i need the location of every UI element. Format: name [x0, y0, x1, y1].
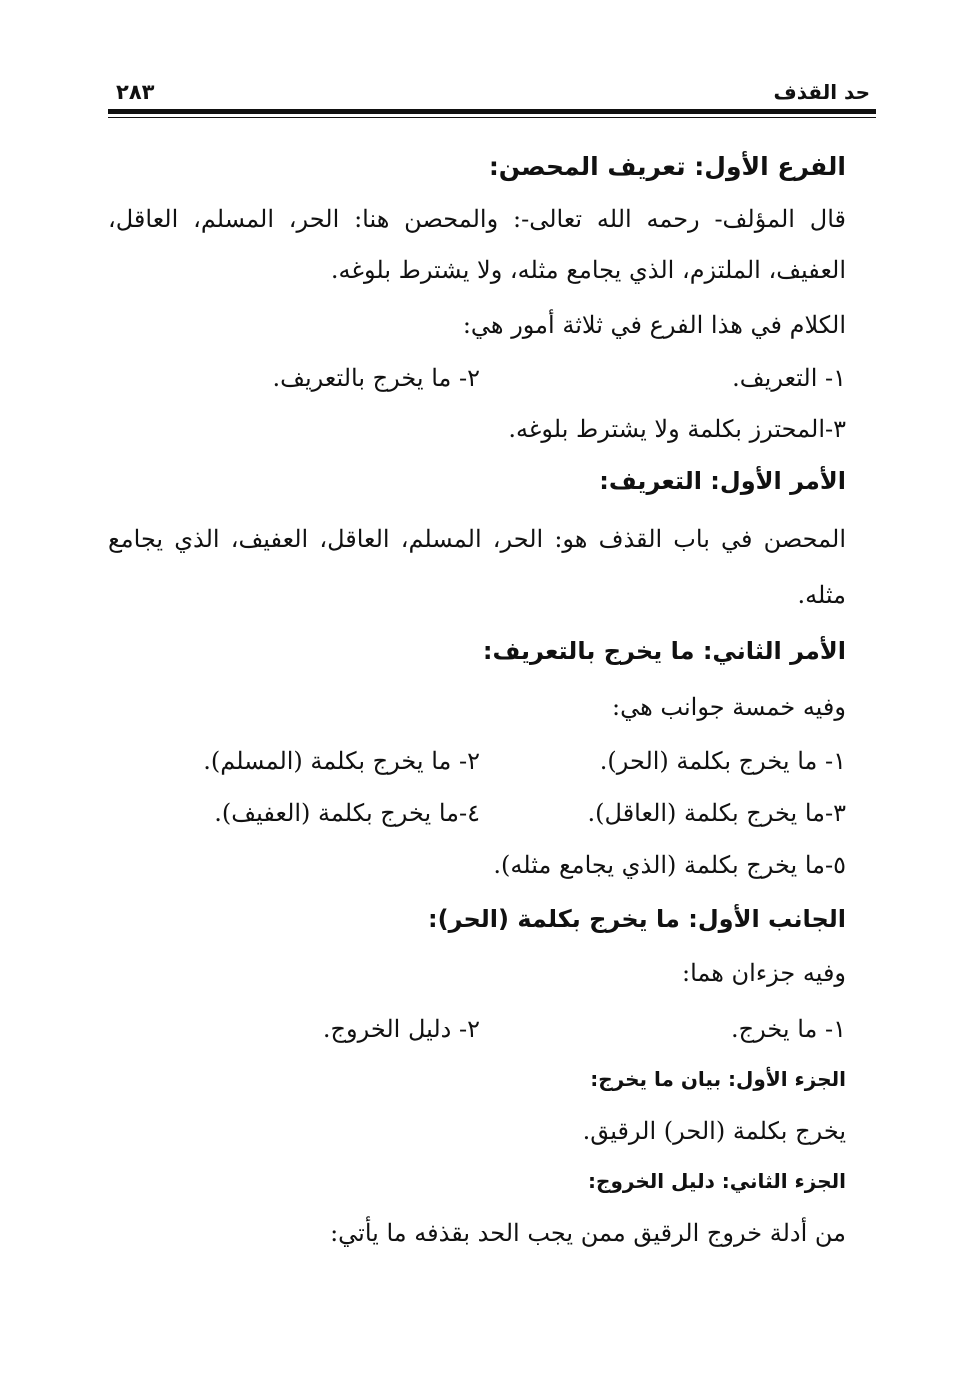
- branch1-heading: الفرع الأول: تعريف المحصن:: [488, 152, 846, 181]
- side1-heading: الجانب الأول: ما يخرج بكلمة (الحر):: [428, 905, 846, 933]
- running-header-title: حد القذف: [773, 80, 870, 104]
- matter2-heading: الأمر الثاني: ما يخرج بالتعريف:: [482, 637, 846, 665]
- aspect-item-3: ٣-ما يخرج بكلمة (العاقل).: [587, 799, 846, 827]
- part-list-item-2: ٢- دليل الخروج.: [322, 1015, 480, 1043]
- matter-list-item-1: ١- التعريف.: [732, 364, 846, 392]
- two-parts-intro: وفيه جزءان هما:: [681, 959, 846, 987]
- header-rule-thin: [108, 117, 876, 118]
- definition-line-1: المحصن في باب القذف هو: الحر، المسلم، العاقل، العفيف، الذي يجامع: [108, 525, 846, 553]
- part2-heading: الجزء الثاني: دليل الخروج:: [588, 1169, 846, 1193]
- aspect-item-1: ١- ما يخرج بكلمة (الحر).: [599, 747, 846, 775]
- aspect-item-2: ٢- ما يخرج بكلمة (المسلم).: [203, 747, 480, 775]
- definition-line-2: مثله.: [797, 581, 846, 609]
- matter-list-item-3: ٣-المحترز بكلمة ولا يشترط بلوغه.: [508, 415, 846, 443]
- header-rule-thick: [108, 109, 876, 114]
- part1-heading: الجزء الأول: بيان ما يخرج:: [590, 1067, 846, 1091]
- five-aspects-intro: وفيه خمسة جوانب هي:: [612, 693, 846, 721]
- part-list-item-1: ١- ما يخرج.: [731, 1015, 846, 1043]
- matter-list-item-2: ٢- ما يخرج بالتعريف.: [272, 364, 480, 392]
- three-matters-intro: الكلام في هذا الفرع في ثلاثة أمور هي:: [462, 311, 846, 339]
- page-number: ٢٨٣: [116, 80, 155, 104]
- aspect-item-5: ٥-ما يخرج بكلمة (الذي يجامع مثله).: [493, 851, 846, 879]
- author-paragraph-line-2: العفيف، الملتزم، الذي يجامع مثله، ولا يشترط بلوغه.: [330, 256, 846, 284]
- page-header: [108, 72, 876, 118]
- author-paragraph-line-1: قال المؤلف- رحمه الله تعالى-: والمحصن هنا: الحر، المسلم، العاقل،: [108, 205, 846, 233]
- part1-text: يخرج بكلمة (الحر) الرقيق.: [582, 1117, 846, 1145]
- aspect-item-4: ٤-ما يخرج بكلمة (العفيف).: [214, 799, 480, 827]
- part2-text: من أدلة خروج الرقيق ممن يجب الحد بقذفه ما يأتي:: [330, 1219, 846, 1247]
- matter1-heading: الأمر الأول: التعريف:: [599, 467, 846, 495]
